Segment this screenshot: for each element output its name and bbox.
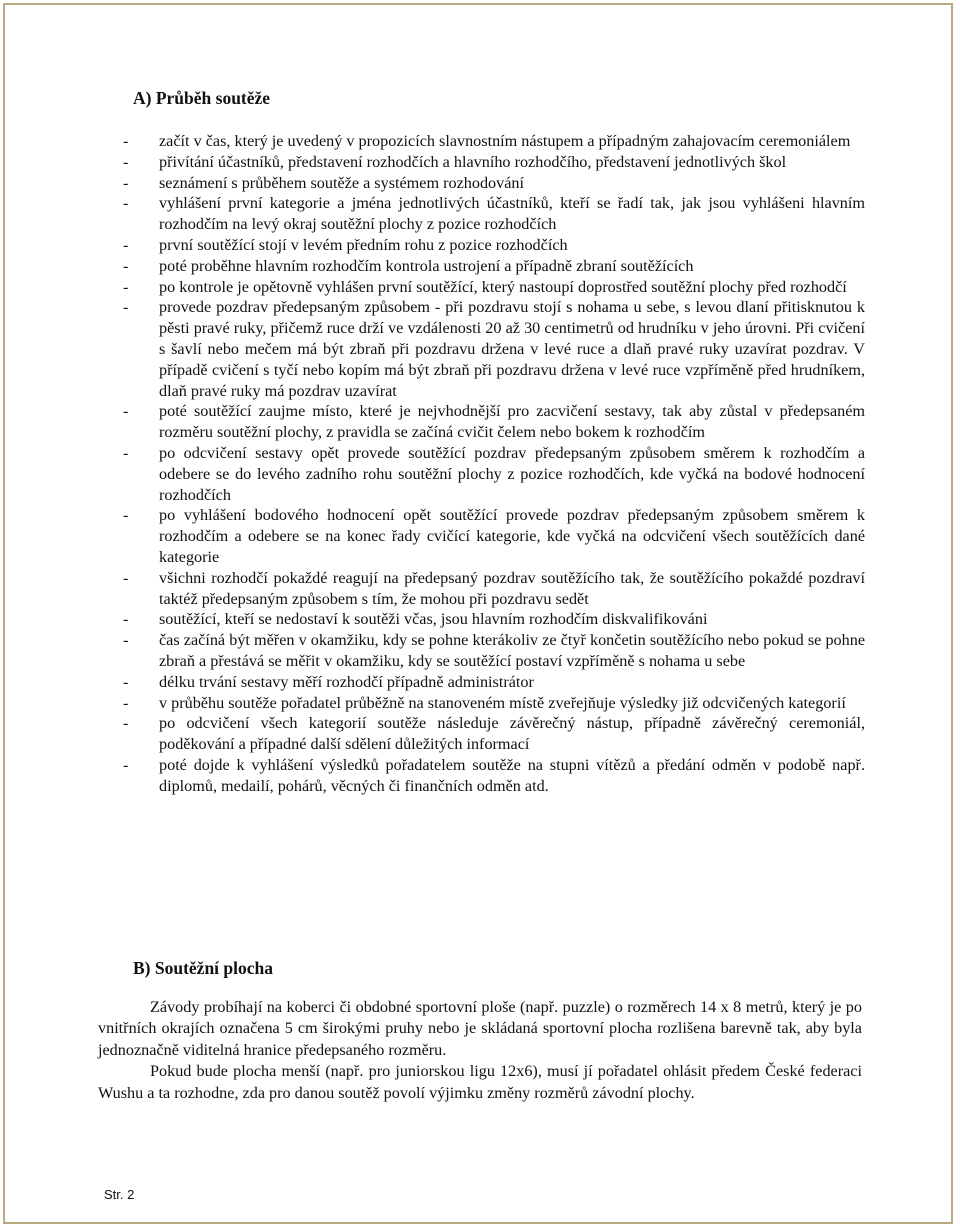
procedure-list — [123, 131, 865, 797]
list-item — [123, 672, 865, 693]
bullet-dash: - — [123, 256, 129, 275]
list-item — [123, 193, 865, 235]
list-item — [123, 755, 865, 797]
paragraph: Závody probíhají na koberci či obdobné sportovní ploše (např. puzzle) o rozměrech 14 x 8 metrů, který je po vnitřních okrajích označena 5 cm širokými pruhy nebo je skládaná sportovní plocha rozlišena barevně tak, aby byla jednoznačně viditelná hranice předepsaného rozměru. — [98, 998, 862, 1059]
bullet-dash: - — [123, 568, 129, 587]
bullet-dash: - — [123, 631, 129, 650]
list-item-text: přivítání účastníků, představení rozhodčích a hlavního rozhodčího, představení jednotlivých škol — [159, 152, 787, 171]
list-item — [123, 609, 865, 630]
bullet-dash: - — [123, 173, 129, 192]
bullet-dash: - — [123, 194, 129, 213]
bullet-dash: - — [123, 298, 129, 317]
paragraph: Pokud bude plocha menší (např. pro juniorskou ligu 12x6), musí jí pořadatel ohlásit předem České federaci Wushu a ta rozhodne, zda pro danou soutěž povolí výjimku změny rozměrů závodní plochy. — [98, 1062, 862, 1102]
list-item-text: všichni rozhodčí pokaždé reagují na předepsaný pozdrav soutěžícího tak, že soutěžícího pokaždé pozdraví taktéž předepsaným způsobem s tím, že mohou při pozdravu sedět — [159, 568, 865, 608]
bullet-dash: - — [123, 235, 129, 254]
list-item-text: délku trvání sestavy měří rozhodčí případně administrátor — [159, 672, 534, 691]
list-item — [123, 152, 865, 173]
bullet-dash: - — [123, 152, 129, 171]
list-item — [123, 277, 865, 298]
list-item-text: vyhlášení první kategorie a jména jednotlivých účastníků, kteří se řadí tak, jak jsou vyhlášeni hlavním rozhodčím na levý okraj soutěžní plochy z pozice rozhodčích — [159, 194, 865, 234]
list-item-text: po odcvičení sestavy opět provede soutěžící pozdrav předepsaným způsobem směrem k rozhodčím a odebere se do levého zadního rohu soutěžní plochy z pozice rozhodčích, kde vyčká na bodové hodnocení rozhodčích — [159, 443, 865, 504]
bullet-dash: - — [123, 755, 129, 774]
list-item — [123, 131, 865, 152]
list-item — [123, 713, 865, 755]
bullet-dash: - — [123, 402, 129, 421]
list-item-text: po odcvičení všech kategorií soutěže následuje závěrečný nástup, případně závěrečný ceremoniál, poděkování a případné další sdělení důležitých informací — [159, 714, 865, 754]
list-item-text: čas začíná být měřen v okamžiku, kdy se pohne kterákoliv ze čtyř končetin soutěžícího nebo pokud se pohne zbraň a přestává se měřit v okamžiku, kdy se soutěžící postaví vzpříměně s nohama u sebe — [159, 631, 865, 670]
list-item — [123, 401, 865, 443]
list-item-text: po kontrole je opětovně vyhlášen první soutěžící, který nastoupí doprostřed soutěžní plochy před rozhodčí — [159, 277, 847, 296]
bullet-dash: - — [123, 132, 129, 150]
list-item-text: poté soutěžící zaujme místo, které je nejvhodnější pro zacvičení sestavy, tak aby zůstal v předepsaném rozměru soutěžní plochy, z pravidla se začíná cvičit čelem nebo bokem k rozhodčím — [159, 402, 865, 442]
bullet-dash: - — [123, 610, 129, 629]
page-number: Str. 2 — [104, 1187, 135, 1202]
list-item-text: po vyhlášení bodového hodnocení opět soutěžící provede pozdrav předepsaným způsobem směrem k rozhodčím a odebere se na konec řady cvičící kategorie, kde vyčká na odcvičení všech soutěžících dané kategorie — [159, 506, 865, 566]
list-item — [123, 505, 865, 567]
list-item-text: první soutěžící stojí v levém předním rohu z pozice rozhodčích — [159, 235, 568, 254]
list-item-text: poté dojde k vyhlášení výsledků pořadatelem soutěže na stupni vítězů a předání odměn v podobě např. diplomů, medailí, pohárů, věcných či finančních odměn atd. — [159, 755, 865, 795]
list-item-text: poté proběhne hlavním rozhodčím kontrola ustrojení a případně zbraní soutěžících — [159, 256, 694, 275]
bullet-dash: - — [123, 443, 129, 462]
list-item-text: soutěžící, kteří se nedostaví k soutěži včas, jsou hlavním rozhodčím diskvalifikováni — [159, 610, 708, 629]
section-b-body — [98, 997, 862, 1104]
list-item — [123, 693, 865, 714]
bullet-dash: - — [123, 277, 129, 296]
list-item — [123, 297, 865, 401]
list-item — [123, 443, 865, 505]
bullet-dash: - — [123, 693, 129, 712]
list-item-text: v průběhu soutěže pořadatel průběžně na stanoveném místě zveřejňuje výsledky již odcvičených kategorií — [159, 693, 846, 712]
bullet-dash: - — [123, 506, 129, 525]
list-item — [123, 568, 865, 610]
list-item-text: provede pozdrav předepsaným způsobem - při pozdravu stojí s nohama u sebe, s levou dlaní přitisknutou k pěsti pravé ruky, přičemž ruce drží ve vzdálenosti 20 až 30 centimetrů od hrudníku v jeho úrovni. Při cvičení s šavlí nebo mečem má být zbraň při pozdravu držena v levé ruce a dlaň pravé ruky uzavírat pozdrav. V případě cvičení s tyčí nebo kopím má být zbraň při pozdravu držena v levé ruce vzpříměně před hrudníkem, dlaň pravé ruky má pozdrav uzavírat — [159, 298, 865, 400]
list-item-text: seznámení s průběhem soutěže a systémem rozhodování — [159, 173, 525, 192]
list-item-text: začít v čas, který je uvedený v propozicích slavnostním nástupem a případným zahajovacím ceremoniálem — [159, 132, 851, 150]
section-a-heading: A) Průběh soutěže — [133, 88, 271, 108]
list-item — [123, 173, 865, 194]
section-b-heading: B) Soutěžní plocha — [133, 958, 274, 978]
list-item — [123, 630, 865, 672]
list-item — [123, 256, 865, 277]
bullet-dash: - — [123, 672, 129, 691]
list-item — [123, 235, 865, 256]
bullet-dash: - — [123, 714, 129, 733]
